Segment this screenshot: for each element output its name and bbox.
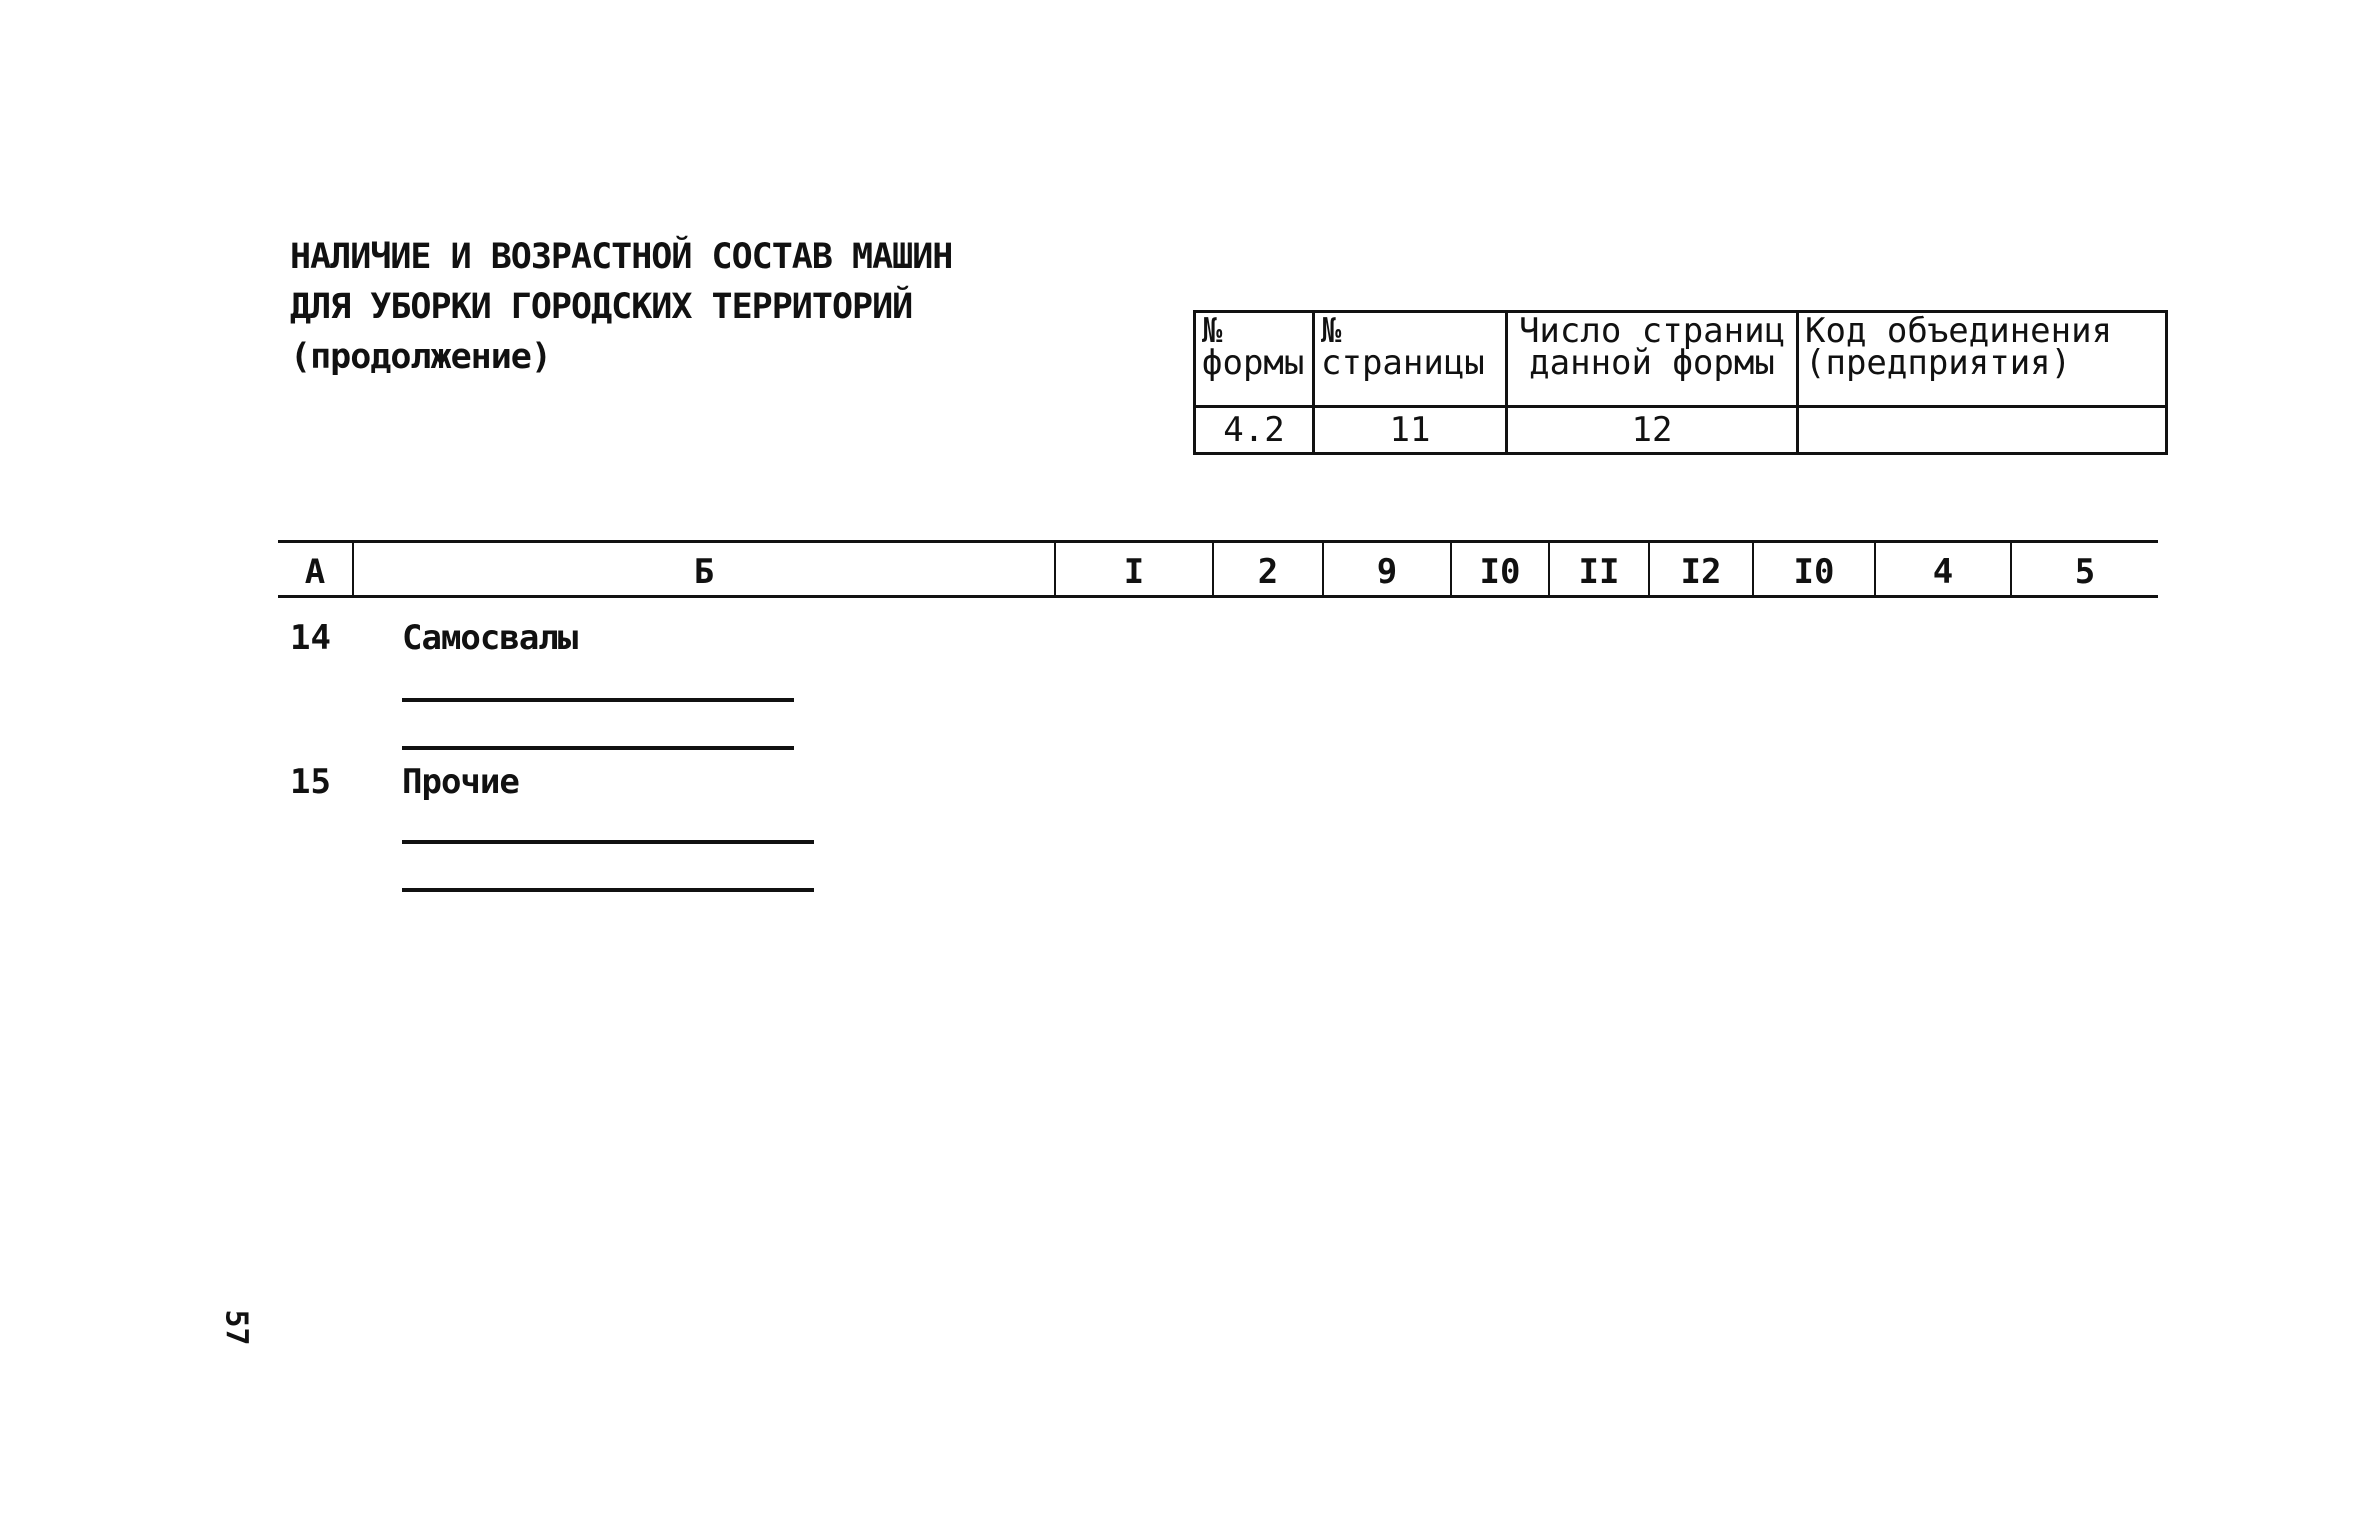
page-count-value: 12 [1507, 407, 1798, 454]
column-header: 4 [1876, 543, 2012, 595]
page-count-header: Число страниц данной формы [1507, 312, 1798, 407]
column-header: 2 [1214, 543, 1324, 595]
blank-entry-line [402, 840, 814, 844]
form-number-value: 4.2 [1195, 407, 1314, 454]
organization-code-value [1798, 407, 2167, 454]
page-number: 57 [218, 1309, 254, 1346]
blank-entry-line [402, 888, 814, 892]
blank-entry-line [402, 746, 794, 750]
column-header: I2 [1650, 543, 1754, 595]
form-number-header: № формы [1195, 312, 1314, 407]
row-number: 15 [290, 762, 331, 802]
page-number-header: № страницы [1314, 312, 1507, 407]
form-meta-table [1193, 310, 2168, 455]
column-header: Б [354, 543, 1056, 595]
page-number-value: 11 [1314, 407, 1507, 454]
row-label: Прочие [402, 762, 519, 802]
column-header: I0 [1452, 543, 1550, 595]
organization-code-header: Код объединения (предприятия) [1798, 312, 2167, 407]
column-header: I0 [1754, 543, 1876, 595]
document-title [290, 232, 1010, 382]
column-header: I [1056, 543, 1214, 595]
column-header: II [1550, 543, 1650, 595]
title-line-3: (продолжение) [290, 337, 551, 377]
column-header: А [278, 543, 354, 595]
column-header-row [278, 540, 2158, 598]
blank-entry-line [402, 698, 794, 702]
title-line-2: ДЛЯ УБОРКИ ГОРОДСКИХ ТЕРРИТОРИЙ [290, 287, 913, 327]
row-label: Самосвалы [402, 618, 578, 658]
row-number: 14 [290, 618, 331, 658]
title-line-1: НАЛИЧИЕ И ВОЗРАСТНОЙ СОСТАВ МАШИН [290, 237, 953, 277]
column-header: 9 [1324, 543, 1452, 595]
column-header: 5 [2074, 552, 2096, 592]
